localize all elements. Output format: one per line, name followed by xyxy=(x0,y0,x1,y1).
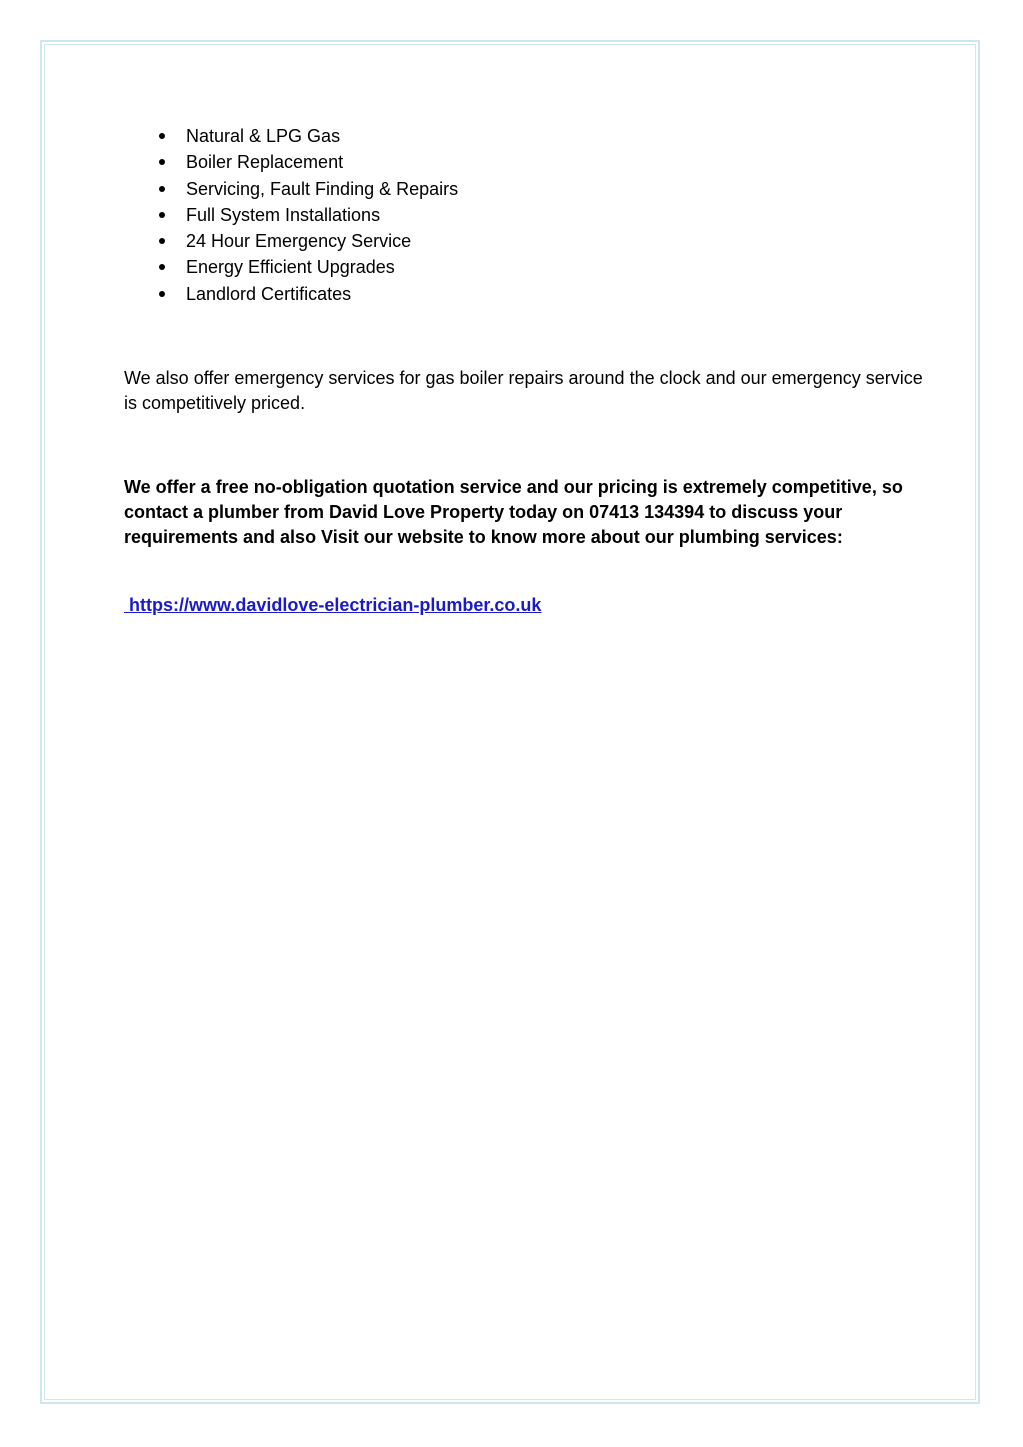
emergency-paragraph: We also offer emergency services for gas boiler repairs around the clock and our emergency service is competitively priced. xyxy=(124,368,923,413)
bullet-icon xyxy=(159,212,165,218)
service-label: Servicing, Fault Finding & Repairs xyxy=(186,178,459,199)
service-label: 24 Hour Emergency Service xyxy=(186,231,412,252)
service-label: Landlord Certificates xyxy=(186,283,352,304)
list-item xyxy=(124,228,458,254)
bullet-icon xyxy=(159,264,165,270)
list-item xyxy=(124,123,458,149)
bullet-icon xyxy=(159,238,165,244)
list-item xyxy=(124,149,458,175)
list-item xyxy=(124,202,458,228)
bullet-icon xyxy=(159,159,165,165)
services-list xyxy=(124,123,458,307)
quote-paragraph: We offer a free no-obligation quotation service and our pricing is extremely competitive, so contact a plumber from David Love Property today on 07413 134394 to discuss your requirements and also Visit our website to know more about our plumbing services: xyxy=(124,477,903,547)
service-label: Full System Installations xyxy=(186,204,381,225)
service-label: Boiler Replacement xyxy=(186,152,344,173)
bullet-icon xyxy=(159,291,165,297)
service-label: Natural & LPG Gas xyxy=(186,126,341,146)
list-item xyxy=(124,176,458,202)
service-label: Energy Efficient Upgrades xyxy=(186,257,395,278)
bullet-icon xyxy=(159,186,165,192)
list-item xyxy=(124,254,458,280)
list-item xyxy=(124,281,458,307)
website-link[interactable]: https://www.davidlove-electrician-plumber.co.uk xyxy=(124,595,542,615)
bullet-icon xyxy=(159,133,165,139)
